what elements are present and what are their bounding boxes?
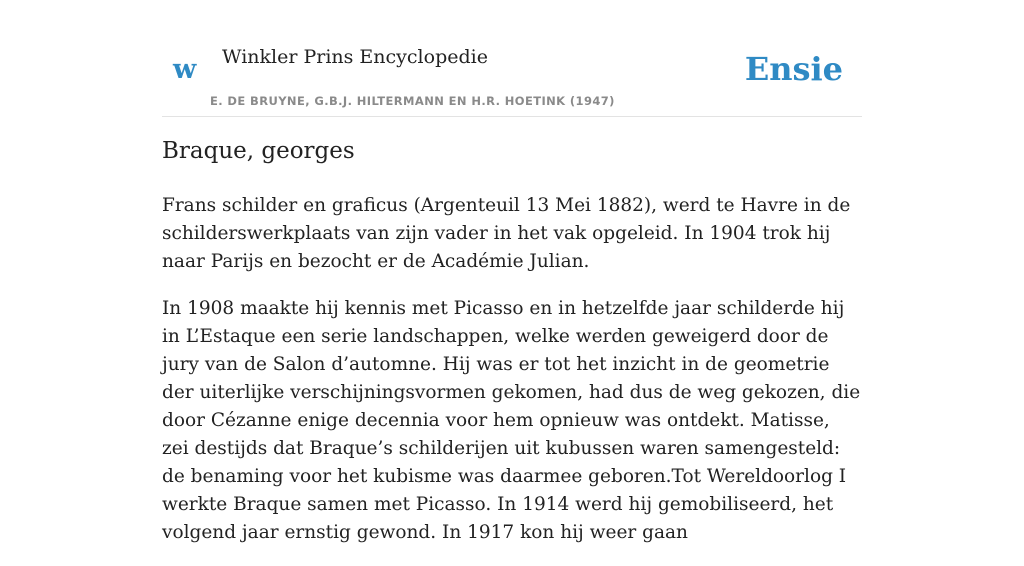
ensie-logo[interactable]: Ensie [744, 50, 843, 88]
article-title: Braque, georges [162, 138, 355, 164]
winkler-prins-logo[interactable]: w [173, 54, 197, 85]
publication-title[interactable]: Winkler Prins Encyclopedie [222, 46, 488, 68]
article-body [162, 192, 862, 566]
article-paragraph: In 1908 maakte hij kennis met Picasso en in hetzelfde jaar schilderde hij in L’Estaque een serie landschappen, welke werden geweigerd door de jury van de Salon d’automne. Hij was er tot het inzicht in de geometrie der uiterlijke verschijningsvormen gekomen, had dus de weg gekozen, die door Cézanne enige decennia voor hem opnieuw was ontdekt. Matisse, zei destijds dat Braque’s schilderijen uit kubussen waren samengesteld: de benaming voor het kubisme was daarmee geboren.Tot Wereldoorlog I werkte Braque samen met Picasso. In 1914 werd hij gemobiliseerd, het volgend jaar ernstig gewond. In 1917 kon hij weer gaan [162, 298, 861, 543]
publication-authors: E. DE BRUYNE, G.B.J. HILTERMANN EN H.R. HOETINK (1947) [210, 94, 615, 108]
site-header [162, 38, 862, 117]
article-paragraph: Frans schilder en graficus (Argenteuil 13 Mei 1882), werd te Havre in de schilderswerkplaats van zijn vader in het vak opgeleid. In 1904 trok hij naar Parijs en bezocht er de Académie Julian. [162, 195, 851, 272]
